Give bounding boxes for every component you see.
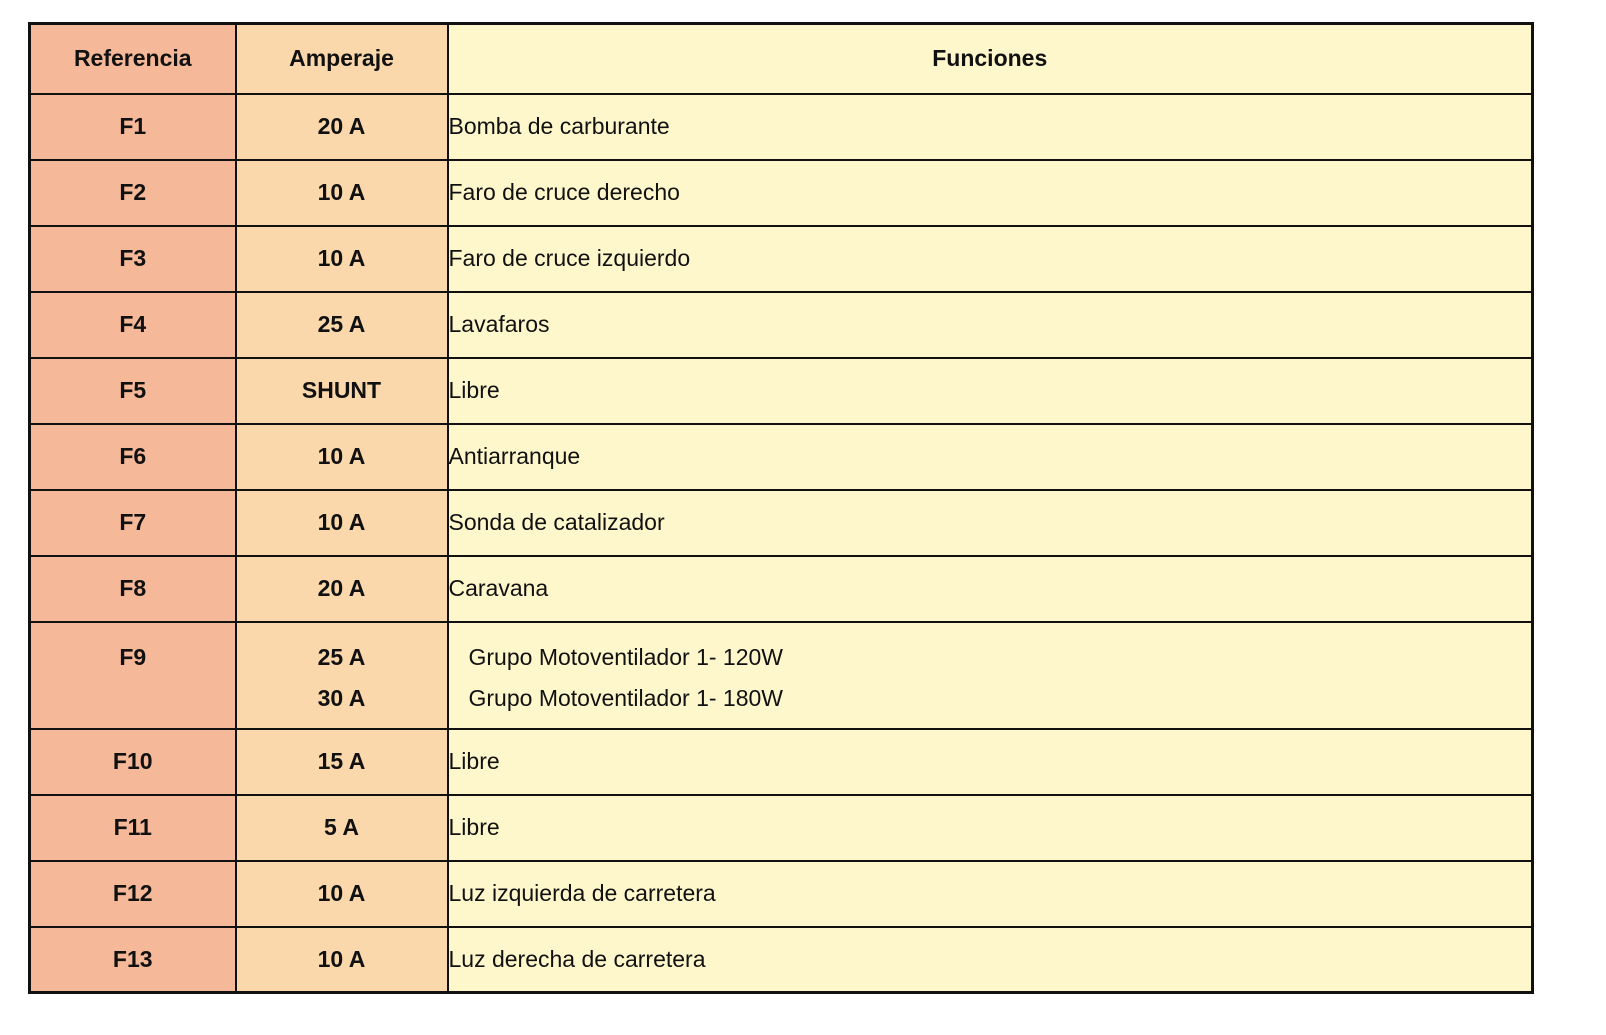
amperaje-cell: 10 A: [236, 490, 448, 556]
amperaje-cell: 10 A: [236, 424, 448, 490]
table-row: [30, 729, 1533, 795]
table-row: [30, 226, 1533, 292]
referencia-cell: F12: [30, 861, 236, 927]
funcion-cell: Libre: [448, 358, 1533, 424]
table-row: [30, 861, 1533, 927]
header-referencia: Referencia: [30, 24, 236, 94]
table-row: [30, 292, 1533, 358]
referencia-cell: F3: [30, 226, 236, 292]
funcion-cell: Luz derecha de carretera: [448, 927, 1533, 993]
referencia-cell: F11: [30, 795, 236, 861]
referencia-cell: F1: [30, 94, 236, 160]
amperaje-cell: 10 A: [236, 861, 448, 927]
funcion-cell: Libre: [448, 795, 1533, 861]
table-row: [30, 94, 1533, 160]
amperaje-cell: 10 A: [236, 927, 448, 993]
table-row: [30, 795, 1533, 861]
amperaje-cell: 5 A: [236, 795, 448, 861]
funcion-value: Grupo Motoventilador 1- 120W: [468, 643, 783, 670]
header-funciones: Funciones: [448, 24, 1533, 94]
referencia-cell: F6: [30, 424, 236, 490]
amperaje-cell: [236, 622, 448, 729]
table-row: [30, 622, 1533, 729]
referencia-cell: F7: [30, 490, 236, 556]
funcion-cell: Faro de cruce derecho: [448, 160, 1533, 226]
funcion-value: Grupo Motoventilador 1- 180W: [468, 684, 783, 711]
table-row: [30, 358, 1533, 424]
amperaje-cell: 10 A: [236, 160, 448, 226]
funcion-cell: Faro de cruce izquierdo: [448, 226, 1533, 292]
table-header-row: [30, 24, 1533, 94]
funcion-cell: Luz izquierda de carretera: [448, 861, 1533, 927]
referencia-cell: F10: [30, 729, 236, 795]
fuse-table: [28, 22, 1534, 994]
table-row: [30, 927, 1533, 993]
table-body: [30, 94, 1533, 993]
amperaje-cell: 25 A: [236, 292, 448, 358]
referencia-value: F9: [119, 643, 147, 670]
referencia-cell: [30, 622, 236, 729]
amperaje-value: 25 A: [317, 643, 366, 670]
amperaje-cell: 20 A: [236, 556, 448, 622]
funcion-cell: Libre: [448, 729, 1533, 795]
header-amperaje: Amperaje: [236, 24, 448, 94]
referencia-cell: F8: [30, 556, 236, 622]
referencia-cell: F13: [30, 927, 236, 993]
referencia-cell: F2: [30, 160, 236, 226]
referencia-cell: F4: [30, 292, 236, 358]
amperaje-cell: 15 A: [236, 729, 448, 795]
funcion-cell: [448, 622, 1533, 729]
funcion-cell: Lavafaros: [448, 292, 1533, 358]
amperaje-cell: 10 A: [236, 226, 448, 292]
funcion-cell: Sonda de catalizador: [448, 490, 1533, 556]
table-row: [30, 424, 1533, 490]
amperaje-cell: 20 A: [236, 94, 448, 160]
table-row: [30, 160, 1533, 226]
funcion-cell: Caravana: [448, 556, 1533, 622]
referencia-cell: F5: [30, 358, 236, 424]
funcion-cell: Antiarranque: [448, 424, 1533, 490]
table-row: [30, 490, 1533, 556]
amperaje-value: 30 A: [317, 684, 366, 711]
amperaje-cell: SHUNT: [236, 358, 448, 424]
funcion-cell: Bomba de carburante: [448, 94, 1533, 160]
table-row: [30, 556, 1533, 622]
